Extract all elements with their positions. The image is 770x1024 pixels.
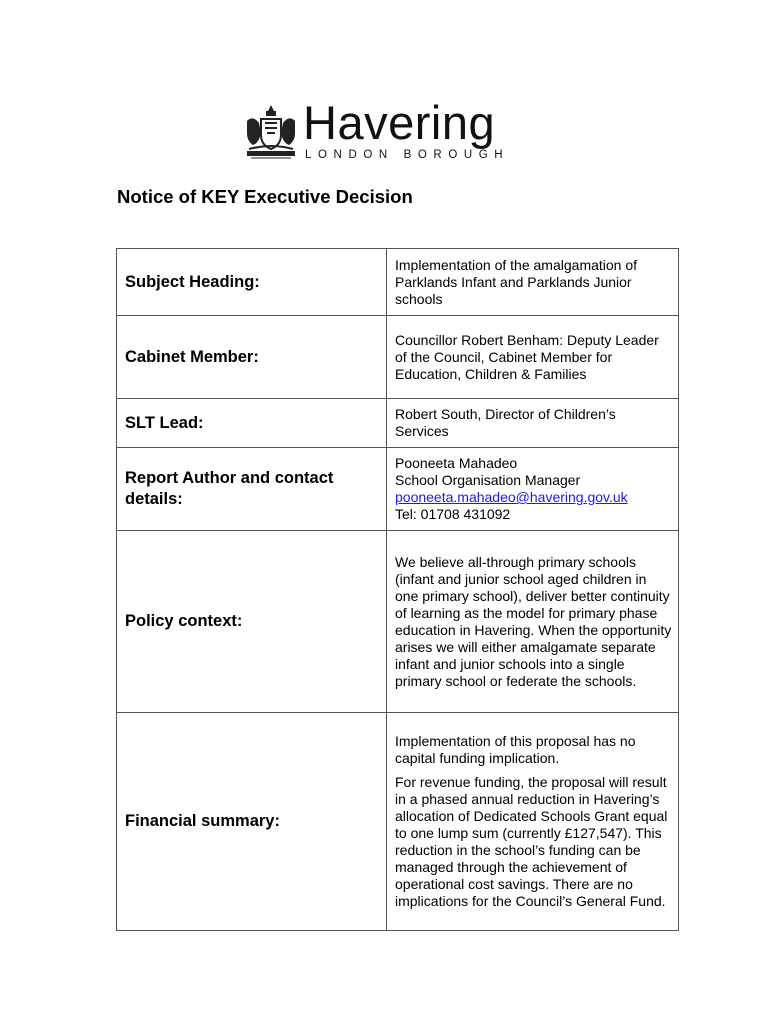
row-value: Robert South, Director of Children’s Services [387, 399, 679, 448]
row-label: Policy context: [117, 531, 387, 713]
row-label: SLT Lead: [117, 399, 387, 448]
page-title: Notice of KEY Executive Decision [117, 186, 413, 207]
contact-name: Pooneeta Mahadeo [395, 455, 518, 471]
contact-details [387, 448, 679, 531]
table-row [117, 531, 679, 713]
row-label: Subject Heading: [117, 249, 387, 316]
table-row [117, 713, 679, 931]
table-row [117, 399, 679, 448]
row-label: Report Author and contact details: [117, 448, 387, 531]
row-value: Councillor Robert Benham: Deputy Leader of the Council, Cabinet Member for Education, Children & Families [387, 316, 679, 399]
row-label: Financial summary: [117, 713, 387, 931]
table-row [117, 448, 679, 531]
financial-paragraph: For revenue funding, the proposal will result in a phased annual reduction in Havering’s allocation of Dedicated Schools Grant equal to one lump sum (currently £127,547). This reduction in the school’s funding can be managed through the achievement of operational cost savings. There are no implications for the Council’s General Fund. [395, 774, 668, 909]
havering-logo [243, 96, 533, 165]
contact-email-link[interactable]: pooneeta.mahadeo@havering.gov.uk [395, 489, 628, 505]
logo-subtitle: LONDON BOROUGH [305, 149, 510, 161]
table-row [117, 316, 679, 399]
contact-telephone: Tel: 01708 431092 [395, 506, 511, 522]
row-label: Cabinet Member: [117, 316, 387, 399]
financial-summary-text [387, 713, 679, 931]
row-value: Implementation of the amalgamation of Parklands Infant and Parklands Junior schools [387, 249, 679, 316]
row-value: We believe all-through primary schools (infant and junior school aged children in one primary school), deliver better continuity of learning as the model for primary phase education in Havering. When the opportunity arises we will either amalgamate separate infant and junior schools into a single primary school or federate the schools. [387, 531, 679, 713]
contact-role: School Organisation Manager [395, 472, 581, 488]
decision-table [116, 248, 679, 931]
table-row [117, 249, 679, 316]
logo-wordmark: Havering [303, 96, 496, 149]
borough-crest-icon [243, 103, 299, 163]
financial-paragraph: Implementation of this proposal has no capital funding implication. [395, 733, 636, 766]
